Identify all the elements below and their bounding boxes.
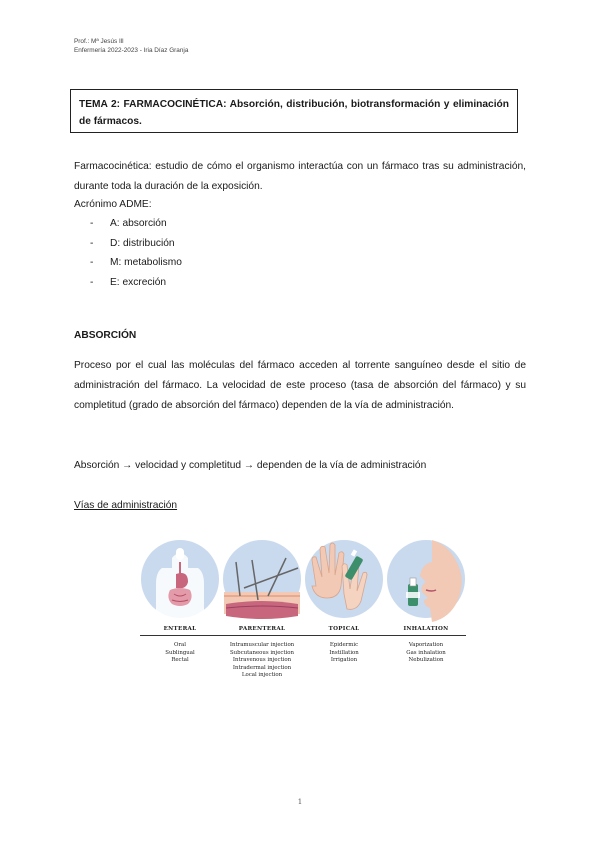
list-item: - A: absorción — [90, 218, 167, 229]
hands-tube-icon — [305, 540, 383, 618]
list-item: - D: distribución — [90, 237, 175, 249]
inhaler-face-icon — [387, 540, 465, 622]
page-header — [74, 37, 188, 55]
route-items-parenteral: Intramuscular injection Subcutaneous injection Intravenous injection Intradermal injection Local injection — [229, 642, 295, 679]
routes-heading: Vías de administración — [74, 500, 178, 511]
header-course: Enfermería 2022-2023 - Iria Díaz Granja — [74, 47, 189, 54]
list-item: - E: excreción — [90, 276, 167, 288]
absorcion-summary: Absorción → velocidad y completitud → dependen de la vía de administración — [74, 460, 427, 471]
topic-title: TEMA 2: FARMACOCINÉTICA: Absorción, distribución, biotransformación y eliminación de fármacos. — [70, 89, 518, 133]
figure-divider — [140, 635, 466, 636]
route-label-inhalation: INHALATION — [403, 626, 449, 632]
administration-routes-figure — [136, 534, 468, 702]
section-heading-absorcion: ABSORCIÓN — [74, 330, 137, 341]
absorcion-paragraph: Proceso por el cual las moléculas del fármaco acceden al torrente sanguíneo desde el sitio de administración del fármaco. La velocidad de este proceso (tasa de absorción del fármaco) y su completitud (grado de absorción del fármaco) dependen de la vía de administración. — [74, 360, 526, 411]
route-items-enteral: Oral Sublingual Rectal — [165, 642, 195, 664]
route-label-topical: TOPICAL — [328, 626, 360, 632]
route-label-parenteral: PARENTERAL — [238, 626, 286, 632]
header-professor: Prof.: Mª Jesús Ill — [74, 38, 124, 45]
intro-paragraph: Farmacocinética: estudio de cómo el organismo interactúa con un fármaco tras su administración, durante toda la duración de la exposición. — [74, 161, 526, 192]
adme-list — [90, 214, 182, 292]
list-item: - M: metabolismo — [90, 257, 182, 268]
route-label-enteral: ENTERAL — [163, 626, 197, 632]
digestive-system-icon — [141, 540, 219, 624]
route-items-inhalation: Vaporization Gas inhalation Nebulization — [406, 642, 446, 664]
syringes-skin-icon — [223, 540, 301, 619]
page-number: 1 — [297, 798, 303, 806]
acronym-label: Acrónimo ADME: — [74, 199, 152, 210]
route-items-topical: Epidermic Instillation Irrigation — [329, 642, 359, 664]
